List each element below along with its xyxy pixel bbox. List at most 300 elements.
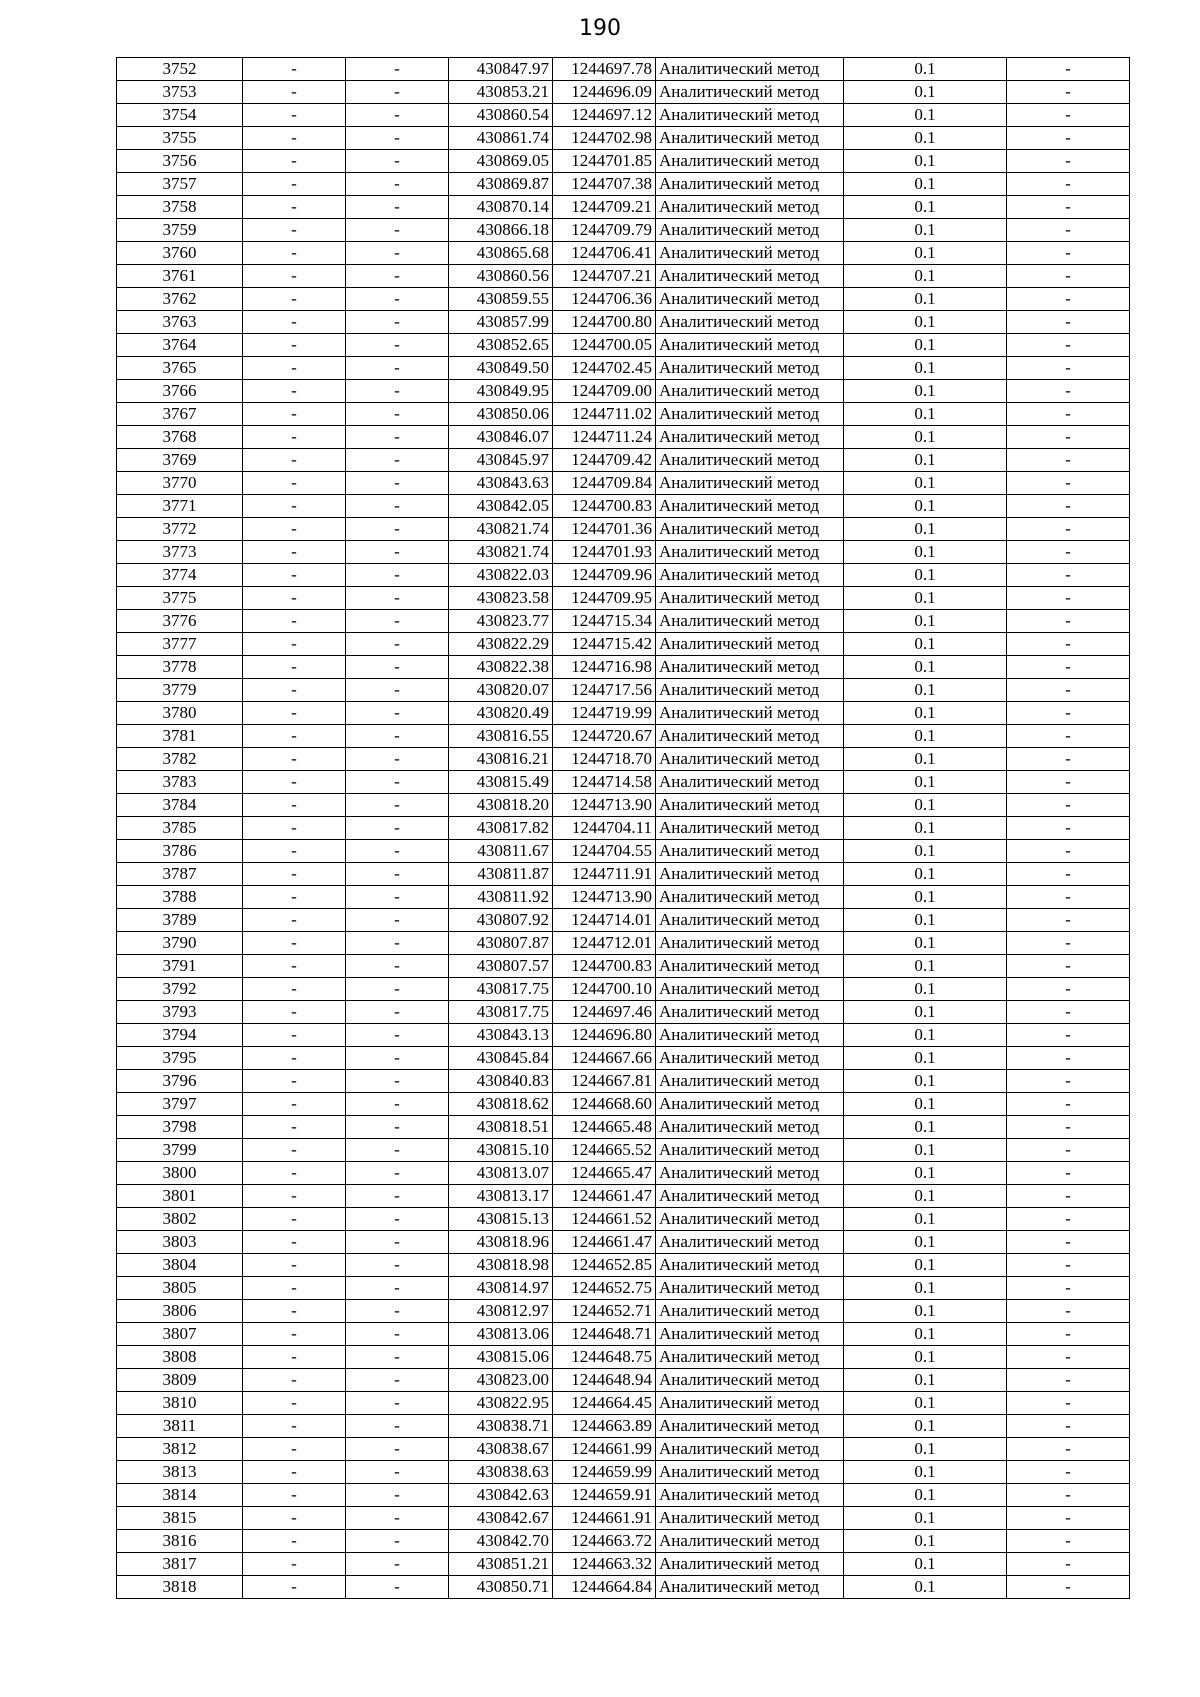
table-row — [117, 932, 1130, 955]
empty-note-cell: - — [1007, 1438, 1130, 1461]
empty-value-cell: - — [346, 334, 449, 357]
empty-note-cell: - — [1007, 449, 1130, 472]
empty-note-cell: - — [1007, 587, 1130, 610]
empty-note-cell: - — [1007, 242, 1130, 265]
table-row — [117, 173, 1130, 196]
method-cell: Аналитический метод — [656, 656, 844, 679]
y-coordinate-cell: 1244697.46 — [553, 1001, 656, 1024]
accuracy-cell: 0.1 — [844, 1024, 1007, 1047]
y-coordinate-cell: 1244715.42 — [553, 633, 656, 656]
table-row — [117, 265, 1130, 288]
empty-value-cell: - — [243, 403, 346, 426]
empty-value-cell: - — [346, 978, 449, 1001]
table-row — [117, 288, 1130, 311]
table-row — [117, 357, 1130, 380]
x-coordinate-cell: 430847.97 — [449, 58, 553, 81]
y-coordinate-cell: 1244715.34 — [553, 610, 656, 633]
empty-note-cell: - — [1007, 610, 1130, 633]
empty-value-cell: - — [346, 1576, 449, 1599]
empty-value-cell: - — [243, 702, 346, 725]
y-coordinate-cell: 1244720.67 — [553, 725, 656, 748]
empty-value-cell: - — [346, 1507, 449, 1530]
table-row — [117, 1392, 1130, 1415]
empty-value-cell: - — [243, 104, 346, 127]
y-coordinate-cell: 1244701.36 — [553, 518, 656, 541]
x-coordinate-cell: 430869.87 — [449, 173, 553, 196]
accuracy-cell: 0.1 — [844, 403, 1007, 426]
empty-value-cell: - — [346, 633, 449, 656]
point-number-cell: 3776 — [117, 610, 243, 633]
table-row — [117, 1300, 1130, 1323]
empty-note-cell: - — [1007, 150, 1130, 173]
table-row — [117, 449, 1130, 472]
table-row — [117, 495, 1130, 518]
point-number-cell: 3758 — [117, 196, 243, 219]
y-coordinate-cell: 1244652.71 — [553, 1300, 656, 1323]
table-row — [117, 679, 1130, 702]
point-number-cell: 3806 — [117, 1300, 243, 1323]
empty-value-cell: - — [346, 1346, 449, 1369]
empty-value-cell: - — [243, 587, 346, 610]
empty-value-cell: - — [346, 357, 449, 380]
table-row — [117, 1139, 1130, 1162]
point-number-cell: 3781 — [117, 725, 243, 748]
y-coordinate-cell: 1244665.47 — [553, 1162, 656, 1185]
table-row — [117, 1507, 1130, 1530]
empty-value-cell: - — [346, 173, 449, 196]
empty-value-cell: - — [243, 1415, 346, 1438]
empty-value-cell: - — [243, 1438, 346, 1461]
method-cell: Аналитический метод — [656, 748, 844, 771]
point-number-cell: 3765 — [117, 357, 243, 380]
empty-note-cell: - — [1007, 633, 1130, 656]
empty-note-cell: - — [1007, 1323, 1130, 1346]
point-number-cell: 3773 — [117, 541, 243, 564]
x-coordinate-cell: 430823.58 — [449, 587, 553, 610]
method-cell: Аналитический метод — [656, 449, 844, 472]
table-row — [117, 771, 1130, 794]
empty-value-cell: - — [346, 1254, 449, 1277]
empty-value-cell: - — [346, 472, 449, 495]
y-coordinate-cell: 1244661.52 — [553, 1208, 656, 1231]
empty-value-cell: - — [346, 1185, 449, 1208]
accuracy-cell: 0.1 — [844, 426, 1007, 449]
empty-note-cell: - — [1007, 1001, 1130, 1024]
y-coordinate-cell: 1244702.98 — [553, 127, 656, 150]
method-cell: Аналитический метод — [656, 1530, 844, 1553]
table-row — [117, 702, 1130, 725]
point-number-cell: 3778 — [117, 656, 243, 679]
empty-value-cell: - — [243, 679, 346, 702]
point-number-cell: 3756 — [117, 150, 243, 173]
y-coordinate-cell: 1244661.47 — [553, 1231, 656, 1254]
table-row — [117, 909, 1130, 932]
empty-note-cell: - — [1007, 771, 1130, 794]
empty-value-cell: - — [243, 173, 346, 196]
table-row — [117, 1277, 1130, 1300]
method-cell: Аналитический метод — [656, 1323, 844, 1346]
table-row — [117, 1070, 1130, 1093]
y-coordinate-cell: 1244707.21 — [553, 265, 656, 288]
method-cell: Аналитический метод — [656, 587, 844, 610]
point-number-cell: 3805 — [117, 1277, 243, 1300]
empty-value-cell: - — [346, 1530, 449, 1553]
method-cell: Аналитический метод — [656, 1231, 844, 1254]
accuracy-cell: 0.1 — [844, 771, 1007, 794]
table-row — [117, 863, 1130, 886]
empty-value-cell: - — [346, 1438, 449, 1461]
table-row — [117, 564, 1130, 587]
accuracy-cell: 0.1 — [844, 1530, 1007, 1553]
empty-value-cell: - — [243, 1507, 346, 1530]
y-coordinate-cell: 1244648.71 — [553, 1323, 656, 1346]
method-cell: Аналитический метод — [656, 104, 844, 127]
empty-value-cell: - — [346, 1208, 449, 1231]
empty-value-cell: - — [346, 1093, 449, 1116]
accuracy-cell: 0.1 — [844, 288, 1007, 311]
point-number-cell: 3769 — [117, 449, 243, 472]
accuracy-cell: 0.1 — [844, 265, 1007, 288]
x-coordinate-cell: 430817.75 — [449, 1001, 553, 1024]
accuracy-cell: 0.1 — [844, 173, 1007, 196]
empty-note-cell: - — [1007, 1185, 1130, 1208]
empty-note-cell: - — [1007, 886, 1130, 909]
empty-value-cell: - — [243, 610, 346, 633]
empty-note-cell: - — [1007, 518, 1130, 541]
table-row — [117, 81, 1130, 104]
empty-value-cell: - — [243, 242, 346, 265]
x-coordinate-cell: 430814.97 — [449, 1277, 553, 1300]
empty-value-cell: - — [243, 909, 346, 932]
x-coordinate-cell: 430821.74 — [449, 518, 553, 541]
accuracy-cell: 0.1 — [844, 242, 1007, 265]
accuracy-cell: 0.1 — [844, 58, 1007, 81]
accuracy-cell: 0.1 — [844, 1415, 1007, 1438]
table-row — [117, 886, 1130, 909]
point-number-cell: 3787 — [117, 863, 243, 886]
method-cell: Аналитический метод — [656, 1208, 844, 1231]
empty-value-cell: - — [346, 219, 449, 242]
empty-value-cell: - — [243, 1162, 346, 1185]
x-coordinate-cell: 430812.97 — [449, 1300, 553, 1323]
y-coordinate-cell: 1244702.45 — [553, 357, 656, 380]
y-coordinate-cell: 1244714.01 — [553, 909, 656, 932]
empty-note-cell: - — [1007, 1576, 1130, 1599]
table-row — [117, 150, 1130, 173]
empty-value-cell: - — [346, 610, 449, 633]
y-coordinate-cell: 1244712.01 — [553, 932, 656, 955]
table-row — [117, 955, 1130, 978]
table-row — [117, 610, 1130, 633]
point-number-cell: 3757 — [117, 173, 243, 196]
method-cell: Аналитический метод — [656, 702, 844, 725]
y-coordinate-cell: 1244663.32 — [553, 1553, 656, 1576]
accuracy-cell: 0.1 — [844, 150, 1007, 173]
accuracy-cell: 0.1 — [844, 357, 1007, 380]
method-cell: Аналитический метод — [656, 679, 844, 702]
accuracy-cell: 0.1 — [844, 1461, 1007, 1484]
table-row — [117, 978, 1130, 1001]
empty-note-cell: - — [1007, 541, 1130, 564]
accuracy-cell: 0.1 — [844, 1369, 1007, 1392]
empty-note-cell: - — [1007, 817, 1130, 840]
empty-value-cell: - — [243, 196, 346, 219]
method-cell: Аналитический метод — [656, 978, 844, 1001]
point-number-cell: 3809 — [117, 1369, 243, 1392]
table-row — [117, 1530, 1130, 1553]
table-row — [117, 1576, 1130, 1599]
table-row — [117, 725, 1130, 748]
y-coordinate-cell: 1244668.60 — [553, 1093, 656, 1116]
accuracy-cell: 0.1 — [844, 840, 1007, 863]
x-coordinate-cell: 430822.29 — [449, 633, 553, 656]
table-row — [117, 817, 1130, 840]
y-coordinate-cell: 1244709.00 — [553, 380, 656, 403]
point-number-cell: 3784 — [117, 794, 243, 817]
x-coordinate-cell: 430815.49 — [449, 771, 553, 794]
empty-note-cell: - — [1007, 1047, 1130, 1070]
empty-value-cell: - — [243, 564, 346, 587]
empty-value-cell: - — [243, 955, 346, 978]
empty-value-cell: - — [346, 725, 449, 748]
table-row — [117, 587, 1130, 610]
method-cell: Аналитический метод — [656, 1346, 844, 1369]
point-number-cell: 3768 — [117, 426, 243, 449]
empty-value-cell: - — [243, 1024, 346, 1047]
empty-value-cell: - — [346, 794, 449, 817]
method-cell: Аналитический метод — [656, 541, 844, 564]
x-coordinate-cell: 430815.10 — [449, 1139, 553, 1162]
table-row — [117, 1162, 1130, 1185]
method-cell: Аналитический метод — [656, 1162, 844, 1185]
empty-value-cell: - — [346, 656, 449, 679]
empty-value-cell: - — [346, 1231, 449, 1254]
accuracy-cell: 0.1 — [844, 1323, 1007, 1346]
accuracy-cell: 0.1 — [844, 1300, 1007, 1323]
empty-note-cell: - — [1007, 357, 1130, 380]
empty-value-cell: - — [243, 1093, 346, 1116]
accuracy-cell: 0.1 — [844, 1576, 1007, 1599]
accuracy-cell: 0.1 — [844, 81, 1007, 104]
method-cell: Аналитический метод — [656, 610, 844, 633]
empty-note-cell: - — [1007, 311, 1130, 334]
table-row — [117, 1415, 1130, 1438]
point-number-cell: 3752 — [117, 58, 243, 81]
empty-note-cell: - — [1007, 1484, 1130, 1507]
empty-value-cell: - — [346, 1047, 449, 1070]
accuracy-cell: 0.1 — [844, 1231, 1007, 1254]
method-cell: Аналитический метод — [656, 1185, 844, 1208]
method-cell: Аналитический метод — [656, 1001, 844, 1024]
method-cell: Аналитический метод — [656, 955, 844, 978]
point-number-cell: 3760 — [117, 242, 243, 265]
empty-value-cell: - — [243, 1300, 346, 1323]
accuracy-cell: 0.1 — [844, 702, 1007, 725]
y-coordinate-cell: 1244664.84 — [553, 1576, 656, 1599]
x-coordinate-cell: 430850.06 — [449, 403, 553, 426]
empty-value-cell: - — [243, 1208, 346, 1231]
x-coordinate-cell: 430818.51 — [449, 1116, 553, 1139]
x-coordinate-cell: 430859.55 — [449, 288, 553, 311]
empty-value-cell: - — [346, 1001, 449, 1024]
point-number-cell: 3786 — [117, 840, 243, 863]
table-row — [117, 794, 1130, 817]
empty-value-cell: - — [243, 541, 346, 564]
x-coordinate-cell: 430857.99 — [449, 311, 553, 334]
table-row — [117, 219, 1130, 242]
x-coordinate-cell: 430851.21 — [449, 1553, 553, 1576]
point-number-cell: 3797 — [117, 1093, 243, 1116]
y-coordinate-cell: 1244663.72 — [553, 1530, 656, 1553]
table-row — [117, 403, 1130, 426]
accuracy-cell: 0.1 — [844, 541, 1007, 564]
x-coordinate-cell: 430818.20 — [449, 794, 553, 817]
point-number-cell: 3777 — [117, 633, 243, 656]
empty-value-cell: - — [346, 932, 449, 955]
y-coordinate-cell: 1244697.12 — [553, 104, 656, 127]
empty-value-cell: - — [346, 380, 449, 403]
table-row — [117, 1024, 1130, 1047]
x-coordinate-cell: 430823.00 — [449, 1369, 553, 1392]
y-coordinate-cell: 1244659.99 — [553, 1461, 656, 1484]
empty-value-cell: - — [346, 863, 449, 886]
table-row — [117, 1001, 1130, 1024]
empty-note-cell: - — [1007, 1530, 1130, 1553]
x-coordinate-cell: 430842.70 — [449, 1530, 553, 1553]
point-number-cell: 3798 — [117, 1116, 243, 1139]
empty-value-cell: - — [243, 1369, 346, 1392]
empty-value-cell: - — [243, 449, 346, 472]
empty-value-cell: - — [346, 564, 449, 587]
empty-note-cell: - — [1007, 219, 1130, 242]
method-cell: Аналитический метод — [656, 1553, 844, 1576]
empty-value-cell: - — [346, 1323, 449, 1346]
empty-note-cell: - — [1007, 1346, 1130, 1369]
empty-value-cell: - — [346, 955, 449, 978]
accuracy-cell: 0.1 — [844, 1208, 1007, 1231]
point-number-cell: 3774 — [117, 564, 243, 587]
point-number-cell: 3789 — [117, 909, 243, 932]
table-row — [117, 1438, 1130, 1461]
accuracy-cell: 0.1 — [844, 932, 1007, 955]
point-number-cell: 3785 — [117, 817, 243, 840]
empty-note-cell: - — [1007, 265, 1130, 288]
empty-note-cell: - — [1007, 702, 1130, 725]
empty-value-cell: - — [346, 150, 449, 173]
accuracy-cell: 0.1 — [844, 1484, 1007, 1507]
empty-note-cell: - — [1007, 909, 1130, 932]
method-cell: Аналитический метод — [656, 495, 844, 518]
accuracy-cell: 0.1 — [844, 1438, 1007, 1461]
empty-value-cell: - — [346, 1392, 449, 1415]
table-row — [117, 127, 1130, 150]
accuracy-cell: 0.1 — [844, 886, 1007, 909]
x-coordinate-cell: 430838.67 — [449, 1438, 553, 1461]
table-row — [117, 633, 1130, 656]
table-row — [117, 58, 1130, 81]
empty-value-cell: - — [243, 380, 346, 403]
y-coordinate-cell: 1244652.85 — [553, 1254, 656, 1277]
empty-value-cell: - — [243, 150, 346, 173]
method-cell: Аналитический метод — [656, 794, 844, 817]
point-number-cell: 3799 — [117, 1139, 243, 1162]
empty-value-cell: - — [346, 679, 449, 702]
empty-note-cell: - — [1007, 955, 1130, 978]
table-row — [117, 196, 1130, 219]
y-coordinate-cell: 1244701.85 — [553, 150, 656, 173]
table-row — [117, 242, 1130, 265]
x-coordinate-cell: 430822.03 — [449, 564, 553, 587]
accuracy-cell: 0.1 — [844, 1553, 1007, 1576]
empty-note-cell: - — [1007, 1208, 1130, 1231]
point-number-cell: 3792 — [117, 978, 243, 1001]
method-cell: Аналитический метод — [656, 1070, 844, 1093]
y-coordinate-cell: 1244652.75 — [553, 1277, 656, 1300]
accuracy-cell: 0.1 — [844, 1346, 1007, 1369]
method-cell: Аналитический метод — [656, 1484, 844, 1507]
y-coordinate-cell: 1244707.38 — [553, 173, 656, 196]
y-coordinate-cell: 1244709.95 — [553, 587, 656, 610]
x-coordinate-cell: 430815.06 — [449, 1346, 553, 1369]
method-cell: Аналитический метод — [656, 1415, 844, 1438]
empty-value-cell: - — [243, 794, 346, 817]
empty-value-cell: - — [346, 1484, 449, 1507]
x-coordinate-cell: 430813.06 — [449, 1323, 553, 1346]
empty-value-cell: - — [243, 978, 346, 1001]
empty-value-cell: - — [346, 288, 449, 311]
method-cell: Аналитический метод — [656, 472, 844, 495]
y-coordinate-cell: 1244713.90 — [553, 886, 656, 909]
accuracy-cell: 0.1 — [844, 656, 1007, 679]
x-coordinate-cell: 430816.21 — [449, 748, 553, 771]
method-cell: Аналитический метод — [656, 127, 844, 150]
point-number-cell: 3780 — [117, 702, 243, 725]
accuracy-cell: 0.1 — [844, 564, 1007, 587]
point-number-cell: 3767 — [117, 403, 243, 426]
empty-note-cell: - — [1007, 1553, 1130, 1576]
x-coordinate-cell: 430811.67 — [449, 840, 553, 863]
y-coordinate-cell: 1244717.56 — [553, 679, 656, 702]
empty-value-cell: - — [243, 932, 346, 955]
accuracy-cell: 0.1 — [844, 104, 1007, 127]
empty-note-cell: - — [1007, 334, 1130, 357]
method-cell: Аналитический метод — [656, 1300, 844, 1323]
x-coordinate-cell: 430821.74 — [449, 541, 553, 564]
empty-value-cell: - — [243, 311, 346, 334]
empty-note-cell: - — [1007, 1162, 1130, 1185]
table-row — [117, 840, 1130, 863]
method-cell: Аналитический метод — [656, 1093, 844, 1116]
empty-value-cell: - — [243, 1070, 346, 1093]
empty-value-cell: - — [243, 725, 346, 748]
empty-value-cell: - — [346, 1116, 449, 1139]
table-row — [117, 104, 1130, 127]
method-cell: Аналитический метод — [656, 196, 844, 219]
accuracy-cell: 0.1 — [844, 679, 1007, 702]
accuracy-cell: 0.1 — [844, 978, 1007, 1001]
empty-value-cell: - — [346, 518, 449, 541]
accuracy-cell: 0.1 — [844, 495, 1007, 518]
empty-note-cell: - — [1007, 1116, 1130, 1139]
empty-value-cell: - — [243, 656, 346, 679]
accuracy-cell: 0.1 — [844, 518, 1007, 541]
y-coordinate-cell: 1244709.84 — [553, 472, 656, 495]
x-coordinate-cell: 430840.83 — [449, 1070, 553, 1093]
empty-value-cell: - — [243, 1047, 346, 1070]
x-coordinate-cell: 430866.18 — [449, 219, 553, 242]
empty-note-cell: - — [1007, 1392, 1130, 1415]
method-cell: Аналитический метод — [656, 1116, 844, 1139]
